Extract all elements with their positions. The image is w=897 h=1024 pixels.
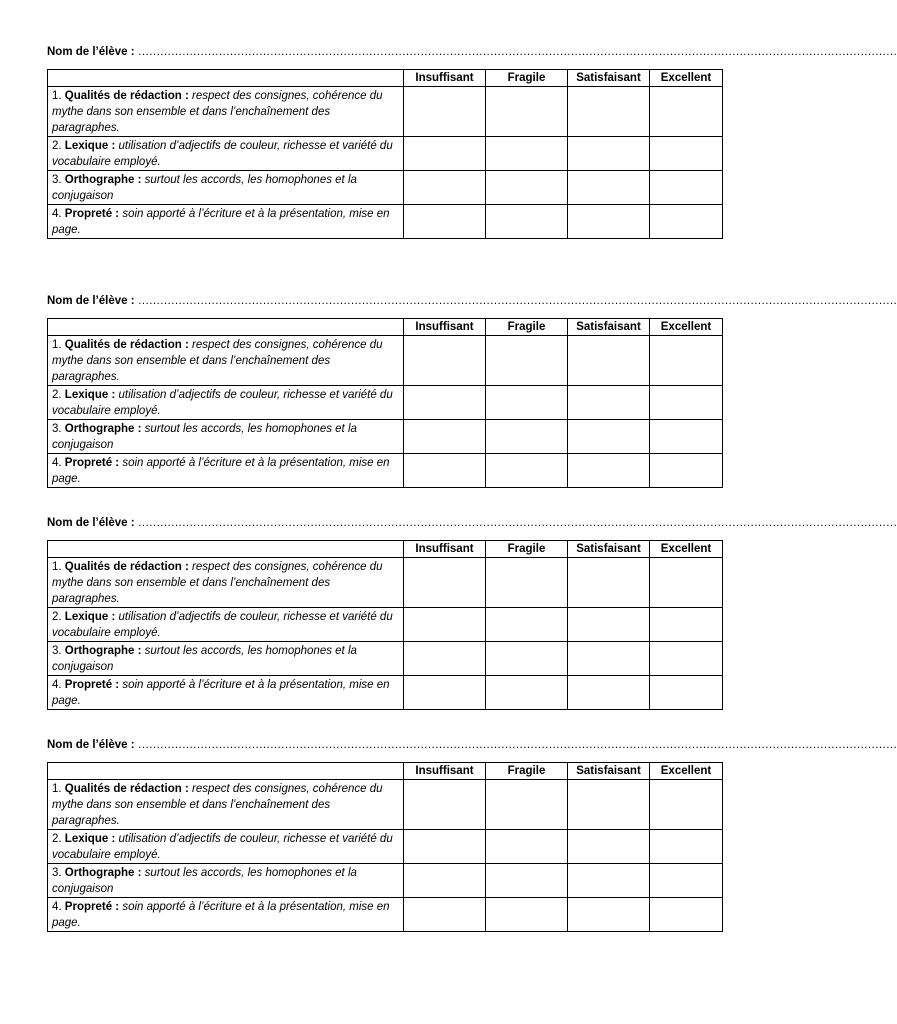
- grid-header-row: [48, 541, 723, 558]
- evaluation-grid: [47, 318, 723, 488]
- criterion-number: 4.: [52, 208, 62, 220]
- criterion-number: 4.: [52, 457, 62, 469]
- header-excellent: Excellent: [650, 319, 723, 336]
- criterion-title: Lexique :: [64, 833, 116, 845]
- rating-cell-fragile[interactable]: [486, 205, 568, 239]
- rating-cell-fragile[interactable]: [486, 864, 568, 898]
- criterion-description: soin apporté à l’écriture et à la présentation, mise en page.: [52, 457, 390, 485]
- rating-cell-fragile[interactable]: [486, 830, 568, 864]
- criterion-number: 1.: [52, 561, 62, 573]
- criterion-cell: [48, 780, 404, 830]
- criterion-description: utilisation d’adjectifs de couleur, richesse et variété du vocabulaire employé.: [52, 140, 393, 168]
- criterion-number: 3.: [52, 645, 62, 657]
- evaluation-grid: [47, 762, 723, 932]
- rating-cell-satisfaisant[interactable]: [568, 642, 650, 676]
- criterion-title: Propreté :: [64, 457, 120, 469]
- rating-cell-fragile[interactable]: [486, 642, 568, 676]
- student-name-label: Nom de l’élève :: [47, 517, 135, 529]
- rating-cell-excellent[interactable]: [650, 780, 723, 830]
- rating-cell-fragile[interactable]: [486, 336, 568, 386]
- rating-cell-satisfaisant[interactable]: [568, 864, 650, 898]
- criterion-cell: [48, 864, 404, 898]
- criterion-cell: [48, 87, 404, 137]
- rating-cell-fragile[interactable]: [486, 608, 568, 642]
- student-name-line: [47, 44, 897, 60]
- student-name-line: [47, 293, 897, 309]
- criterion-row: [48, 558, 723, 608]
- header-insuffisant: Insuffisant: [404, 763, 486, 780]
- rating-cell-insuffisant[interactable]: [404, 137, 486, 171]
- header-satisfaisant: Satisfaisant: [568, 319, 650, 336]
- rating-cell-fragile[interactable]: [486, 454, 568, 488]
- student-name-label: Nom de l’élève :: [47, 46, 135, 58]
- criterion-description: soin apporté à l’écriture et à la présentation, mise en page.: [52, 679, 390, 707]
- rating-cell-insuffisant[interactable]: [404, 420, 486, 454]
- rating-cell-fragile[interactable]: [486, 386, 568, 420]
- criterion-description: surtout les accords, les homophones et la conjugaison: [52, 174, 357, 202]
- criterion-row: [48, 898, 723, 932]
- criterion-row: [48, 87, 723, 137]
- rating-cell-excellent[interactable]: [650, 642, 723, 676]
- criterion-row: [48, 676, 723, 710]
- criterion-number: 3.: [52, 423, 62, 435]
- rating-cell-insuffisant[interactable]: [404, 386, 486, 420]
- header-satisfaisant: Satisfaisant: [568, 70, 650, 87]
- rating-cell-insuffisant[interactable]: [404, 171, 486, 205]
- criterion-row: [48, 420, 723, 454]
- rating-cell-excellent[interactable]: [650, 420, 723, 454]
- criterion-description: respect des consignes, cohérence du mythe dans son ensemble et dans l’enchaînement des paragraphes.: [52, 783, 383, 827]
- header-insuffisant: Insuffisant: [404, 70, 486, 87]
- criterion-description: surtout les accords, les homophones et la conjugaison: [52, 867, 357, 895]
- criterion-number: 3.: [52, 174, 62, 186]
- criterion-row: [48, 137, 723, 171]
- header-insuffisant: Insuffisant: [404, 319, 486, 336]
- rating-cell-fragile[interactable]: [486, 558, 568, 608]
- rating-cell-satisfaisant[interactable]: [568, 454, 650, 488]
- criterion-description: surtout les accords, les homophones et la conjugaison: [52, 645, 357, 673]
- criterion-title: Orthographe :: [64, 423, 142, 435]
- criterion-description: utilisation d’adjectifs de couleur, richesse et variété du vocabulaire employé.: [52, 389, 393, 417]
- rating-cell-fragile[interactable]: [486, 137, 568, 171]
- criterion-description: respect des consignes, cohérence du mythe dans son ensemble et dans l’enchaînement des paragraphes.: [52, 339, 383, 383]
- criterion-title: Propreté :: [64, 208, 120, 220]
- rating-cell-insuffisant[interactable]: [404, 558, 486, 608]
- header-fragile: Fragile: [486, 541, 568, 558]
- criterion-title: Qualités de rédaction :: [64, 783, 189, 795]
- rating-cell-satisfaisant[interactable]: [568, 898, 650, 932]
- criterion-number: 3.: [52, 867, 62, 879]
- criterion-row: [48, 454, 723, 488]
- criterion-cell: [48, 205, 404, 239]
- criterion-cell: [48, 676, 404, 710]
- criterion-cell: [48, 558, 404, 608]
- rating-cell-satisfaisant[interactable]: [568, 171, 650, 205]
- criterion-title: Lexique :: [64, 140, 116, 152]
- header-blank: [48, 319, 404, 336]
- student-name-dots: ………………………………………………………………………………………………………………………………………………………………………………………: [137, 517, 897, 529]
- student-name-label: Nom de l’élève :: [47, 295, 135, 307]
- rating-cell-excellent[interactable]: [650, 608, 723, 642]
- criterion-row: [48, 642, 723, 676]
- header-blank: [48, 70, 404, 87]
- criterion-row: [48, 336, 723, 386]
- criterion-title: Orthographe :: [64, 645, 142, 657]
- rating-cell-satisfaisant[interactable]: [568, 205, 650, 239]
- rating-cell-satisfaisant[interactable]: [568, 336, 650, 386]
- rating-cell-excellent[interactable]: [650, 137, 723, 171]
- criterion-title: Lexique :: [64, 389, 116, 401]
- criterion-number: 1.: [52, 783, 62, 795]
- header-satisfaisant: Satisfaisant: [568, 763, 650, 780]
- criterion-number: 4.: [52, 679, 62, 691]
- criterion-title: Orthographe :: [64, 867, 142, 879]
- criterion-row: [48, 780, 723, 830]
- rating-cell-insuffisant[interactable]: [404, 454, 486, 488]
- header-blank: [48, 763, 404, 780]
- criterion-description: soin apporté à l’écriture et à la présentation, mise en page.: [52, 208, 390, 236]
- criterion-row: [48, 171, 723, 205]
- criterion-title: Orthographe :: [64, 174, 142, 186]
- rating-cell-insuffisant[interactable]: [404, 898, 486, 932]
- criterion-description: respect des consignes, cohérence du mythe dans son ensemble et dans l’enchaînement des paragraphes.: [52, 561, 383, 605]
- rating-cell-excellent[interactable]: [650, 830, 723, 864]
- rating-cell-satisfaisant[interactable]: [568, 558, 650, 608]
- criterion-title: Qualités de rédaction :: [64, 561, 189, 573]
- rating-cell-satisfaisant[interactable]: [568, 420, 650, 454]
- criterion-row: [48, 386, 723, 420]
- rating-cell-excellent[interactable]: [650, 558, 723, 608]
- criterion-title: Propreté :: [64, 679, 120, 691]
- criterion-row: [48, 205, 723, 239]
- grid-header-row: [48, 70, 723, 87]
- criterion-description: utilisation d’adjectifs de couleur, richesse et variété du vocabulaire employé.: [52, 611, 393, 639]
- rating-cell-excellent[interactable]: [650, 336, 723, 386]
- rating-cell-fragile[interactable]: [486, 898, 568, 932]
- criterion-row: [48, 830, 723, 864]
- rating-cell-satisfaisant[interactable]: [568, 608, 650, 642]
- criterion-cell: [48, 386, 404, 420]
- rating-cell-excellent[interactable]: [650, 864, 723, 898]
- rating-cell-satisfaisant[interactable]: [568, 87, 650, 137]
- rating-cell-excellent[interactable]: [650, 454, 723, 488]
- header-excellent: Excellent: [650, 541, 723, 558]
- rating-cell-excellent[interactable]: [650, 171, 723, 205]
- rating-cell-fragile[interactable]: [486, 676, 568, 710]
- criterion-cell: [48, 336, 404, 386]
- criterion-cell: [48, 830, 404, 864]
- header-fragile: Fragile: [486, 319, 568, 336]
- criterion-number: 1.: [52, 90, 62, 102]
- rating-cell-insuffisant[interactable]: [404, 830, 486, 864]
- grid-header-row: [48, 319, 723, 336]
- evaluation-grid: [47, 69, 723, 239]
- rating-cell-excellent[interactable]: [650, 87, 723, 137]
- rating-cell-insuffisant[interactable]: [404, 87, 486, 137]
- rating-cell-insuffisant[interactable]: [404, 864, 486, 898]
- criterion-row: [48, 864, 723, 898]
- rating-cell-insuffisant[interactable]: [404, 780, 486, 830]
- rating-cell-insuffisant[interactable]: [404, 205, 486, 239]
- criterion-cell: [48, 137, 404, 171]
- criterion-cell: [48, 898, 404, 932]
- criterion-title: Qualités de rédaction :: [64, 90, 189, 102]
- rating-cell-excellent[interactable]: [650, 386, 723, 420]
- criterion-cell: [48, 642, 404, 676]
- criterion-description: surtout les accords, les homophones et la conjugaison: [52, 423, 357, 451]
- rating-cell-excellent[interactable]: [650, 205, 723, 239]
- rating-cell-excellent[interactable]: [650, 676, 723, 710]
- rating-cell-insuffisant[interactable]: [404, 676, 486, 710]
- header-excellent: Excellent: [650, 70, 723, 87]
- student-name-label: Nom de l’élève :: [47, 739, 135, 751]
- rating-cell-insuffisant[interactable]: [404, 608, 486, 642]
- rating-cell-satisfaisant[interactable]: [568, 137, 650, 171]
- criterion-number: 1.: [52, 339, 62, 351]
- rating-cell-satisfaisant[interactable]: [568, 386, 650, 420]
- student-name-dots: ………………………………………………………………………………………………………………………………………………………………………………………: [137, 46, 897, 58]
- criterion-cell: [48, 420, 404, 454]
- criterion-row: [48, 608, 723, 642]
- criterion-description: utilisation d’adjectifs de couleur, richesse et variété du vocabulaire employé.: [52, 833, 393, 861]
- header-satisfaisant: Satisfaisant: [568, 541, 650, 558]
- rating-cell-fragile[interactable]: [486, 780, 568, 830]
- rating-cell-satisfaisant[interactable]: [568, 780, 650, 830]
- criterion-cell: [48, 608, 404, 642]
- criterion-number: 2.: [52, 833, 62, 845]
- criterion-cell: [48, 454, 404, 488]
- grid-header-row: [48, 763, 723, 780]
- student-name-line: [47, 737, 897, 753]
- criterion-title: Propreté :: [64, 901, 120, 913]
- student-name-line: [47, 515, 897, 531]
- evaluation-grid: [47, 540, 723, 710]
- rating-cell-insuffisant[interactable]: [404, 642, 486, 676]
- student-name-dots: ………………………………………………………………………………………………………………………………………………………………………………………: [137, 295, 897, 307]
- student-name-dots: ………………………………………………………………………………………………………………………………………………………………………………………: [137, 739, 897, 751]
- criterion-title: Lexique :: [64, 611, 116, 623]
- criterion-title: Qualités de rédaction :: [64, 339, 189, 351]
- rating-cell-excellent[interactable]: [650, 898, 723, 932]
- rating-cell-satisfaisant[interactable]: [568, 830, 650, 864]
- header-blank: [48, 541, 404, 558]
- criterion-number: 2.: [52, 389, 62, 401]
- criterion-cell: [48, 171, 404, 205]
- rating-cell-fragile[interactable]: [486, 420, 568, 454]
- criterion-number: 4.: [52, 901, 62, 913]
- header-fragile: Fragile: [486, 763, 568, 780]
- criterion-number: 2.: [52, 140, 62, 152]
- criterion-number: 2.: [52, 611, 62, 623]
- rating-cell-satisfaisant[interactable]: [568, 676, 650, 710]
- rating-cell-fragile[interactable]: [486, 171, 568, 205]
- rating-cell-insuffisant[interactable]: [404, 336, 486, 386]
- criterion-description: respect des consignes, cohérence du mythe dans son ensemble et dans l’enchaînement des paragraphes.: [52, 90, 383, 134]
- criterion-description: soin apporté à l’écriture et à la présentation, mise en page.: [52, 901, 390, 929]
- header-insuffisant: Insuffisant: [404, 541, 486, 558]
- header-excellent: Excellent: [650, 763, 723, 780]
- rating-cell-fragile[interactable]: [486, 87, 568, 137]
- header-fragile: Fragile: [486, 70, 568, 87]
